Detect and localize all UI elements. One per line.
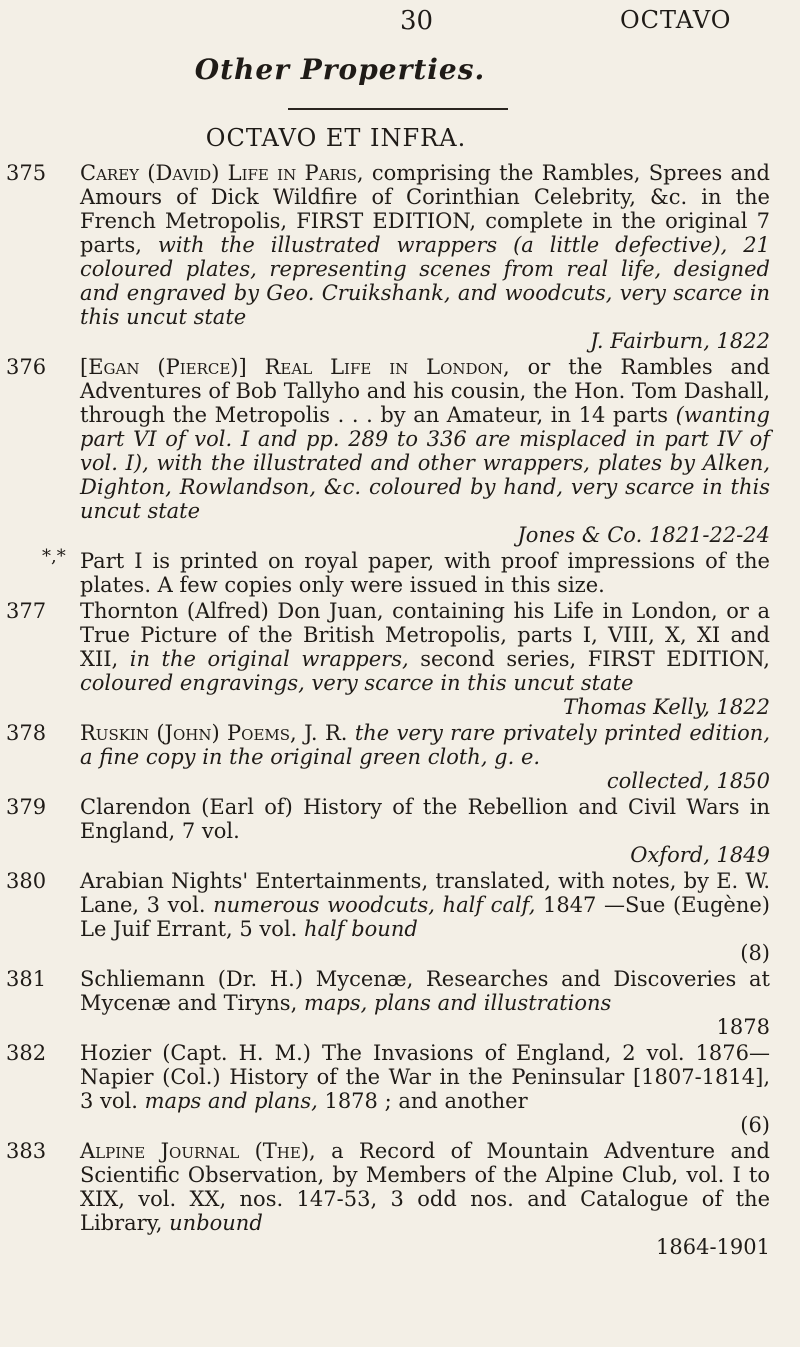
lot-description: translated, with notes, by E. W. Lane, 3 vol. [80, 869, 771, 917]
lot-description: J. R. [296, 721, 355, 745]
note-text: Part I is printed on royal paper, with proof impressions of the plates. A few copies only were issued in this size. [80, 549, 770, 597]
lot-description: a Record of Mountain Adventure and Scientific Observation, by Members of the Alpine Club, vol. I to XIX, vol. XX, nos. 147-53, 3 odd nos. and Catalogue of the Library, [80, 1139, 770, 1235]
lot-description: Don Juan, containing his Life in London, or a True Picture of the British Metropolis, parts I, VIII, X, XI and XII, [80, 599, 770, 671]
lot-description-2: 1878 ; and another [317, 1089, 528, 1113]
lot-condition: maps, plans and illustrations [303, 991, 612, 1015]
lot-number: 376 [6, 355, 47, 379]
lot-number: 381 [6, 967, 47, 991]
lot-entry [0, 355, 800, 547]
lot-number: 379 [6, 795, 47, 819]
lot-author: Hozier (Capt. H. M.) [80, 1041, 311, 1065]
page-number: 30 [400, 6, 434, 36]
lot-condition: the very rare privately printed edition, a fine copy in the original green cloth, g. e. [80, 721, 770, 769]
lot-author: Arabian Nights' Entertainments, [80, 869, 429, 893]
lot-condition: numerous woodcuts, half calf, [213, 893, 536, 917]
lot-note [0, 546, 800, 597]
lot-number: 380 [6, 869, 47, 893]
entry-list [0, 161, 800, 1261]
lot-description: or the Rambles and Adventures of Bob Tallyho and his cousin, the Hon. Tom Dashall, through the Metropolis . . . by an Amateur, in 14 parts [80, 355, 771, 427]
lot-author: Alpine Journal (The), [80, 1139, 316, 1163]
lot-entry [0, 869, 800, 965]
lot-author: Schliemann (Dr. H.) [80, 967, 304, 991]
lot-description-2: 1847 —Sue (Eugène) Le Juif Errant, 5 vol. [80, 893, 771, 941]
lot-imprint: Jones & Co. 1821-22-24 [517, 523, 770, 547]
lot-number: 382 [6, 1041, 47, 1065]
lot-condition: maps and plans, [144, 1089, 318, 1113]
lot-entry [0, 599, 800, 719]
lot-entry [0, 795, 800, 867]
lot-condition-2: half bound [304, 917, 418, 941]
lot-description: Mycenæ, Researches and Discoveries at Mycenæ and Tiryns, [80, 967, 770, 1015]
lot-entry [0, 161, 800, 353]
running-head: OCTAVO [620, 6, 732, 34]
lot-imprint: 1864-1901 [656, 1235, 770, 1259]
lot-number: 383 [6, 1139, 47, 1163]
lot-description: The Invasions of England, 2 vol. 1876—Napier (Col.) History of the War in the Peninsular [1807-1814], 3 vol. [80, 1041, 770, 1113]
lot-number: 377 [6, 599, 47, 623]
note-mark: *,* [42, 546, 66, 567]
lot-number: 375 [6, 161, 47, 185]
title-rule [288, 108, 508, 110]
lot-condition: with the illustrated wrappers (a little defective), 21 coloured plates, representing scenes from real life, designed and engraved by Geo. Cruikshank, and woodcuts, very scarce in this uncut state [80, 233, 770, 329]
section-heading: OCTAVO ET INFRA. [205, 124, 467, 152]
lot-condition: (wanting part VI of vol. I and pp. 289 to 336 are misplaced in part IV of vol. I), with the illustrated and other wrappers, plates by Alken, Dighton, Rowlandson, &c. coloured by hand, very scarce in this uncut state [80, 403, 770, 523]
lot-author: Ruskin (John) Poems, [80, 721, 297, 745]
lot-condition: unbound [169, 1211, 263, 1235]
lot-entry [0, 1139, 800, 1259]
lot-author: Clarendon (Earl of) [80, 795, 293, 819]
lot-condition-2: coloured engravings, very scarce in this uncut state [80, 671, 634, 695]
lot-description-2: second series, FIRST EDITION, [408, 647, 770, 671]
lot-imprint: collected, 1850 [606, 769, 770, 793]
lot-entry [0, 1041, 800, 1137]
lot-entry [0, 967, 800, 1039]
lot-author: Carey (David) Life in Paris, [80, 161, 364, 185]
lot-author: Thornton (Alfred) [80, 599, 269, 623]
lot-number: 378 [6, 721, 47, 745]
lot-author: [Egan (Pierce)] Real Life in London, [80, 355, 510, 379]
lot-count: (6) [740, 1113, 770, 1137]
lot-description: History of the Rebellion and Civil Wars in England, 7 vol. [80, 795, 770, 843]
lot-imprint: 1878 [716, 1015, 770, 1039]
page-title: Other Properties. [194, 53, 486, 86]
lot-condition: in the original wrappers, [129, 647, 409, 671]
lot-imprint: J. Fairburn, 1822 [590, 329, 770, 353]
lot-imprint: Oxford, 1849 [630, 843, 770, 867]
lot-description: comprising the Rambles, Sprees and Amours of Dick Wildfire of Corinthian Celebrity, &c. in the French Metropolis, FIRST EDITION, complete in the original 7 parts, [80, 161, 770, 257]
lot-entry [0, 721, 800, 793]
lot-imprint: Thomas Kelly, 1822 [563, 695, 770, 719]
lot-count: (8) [740, 941, 770, 965]
